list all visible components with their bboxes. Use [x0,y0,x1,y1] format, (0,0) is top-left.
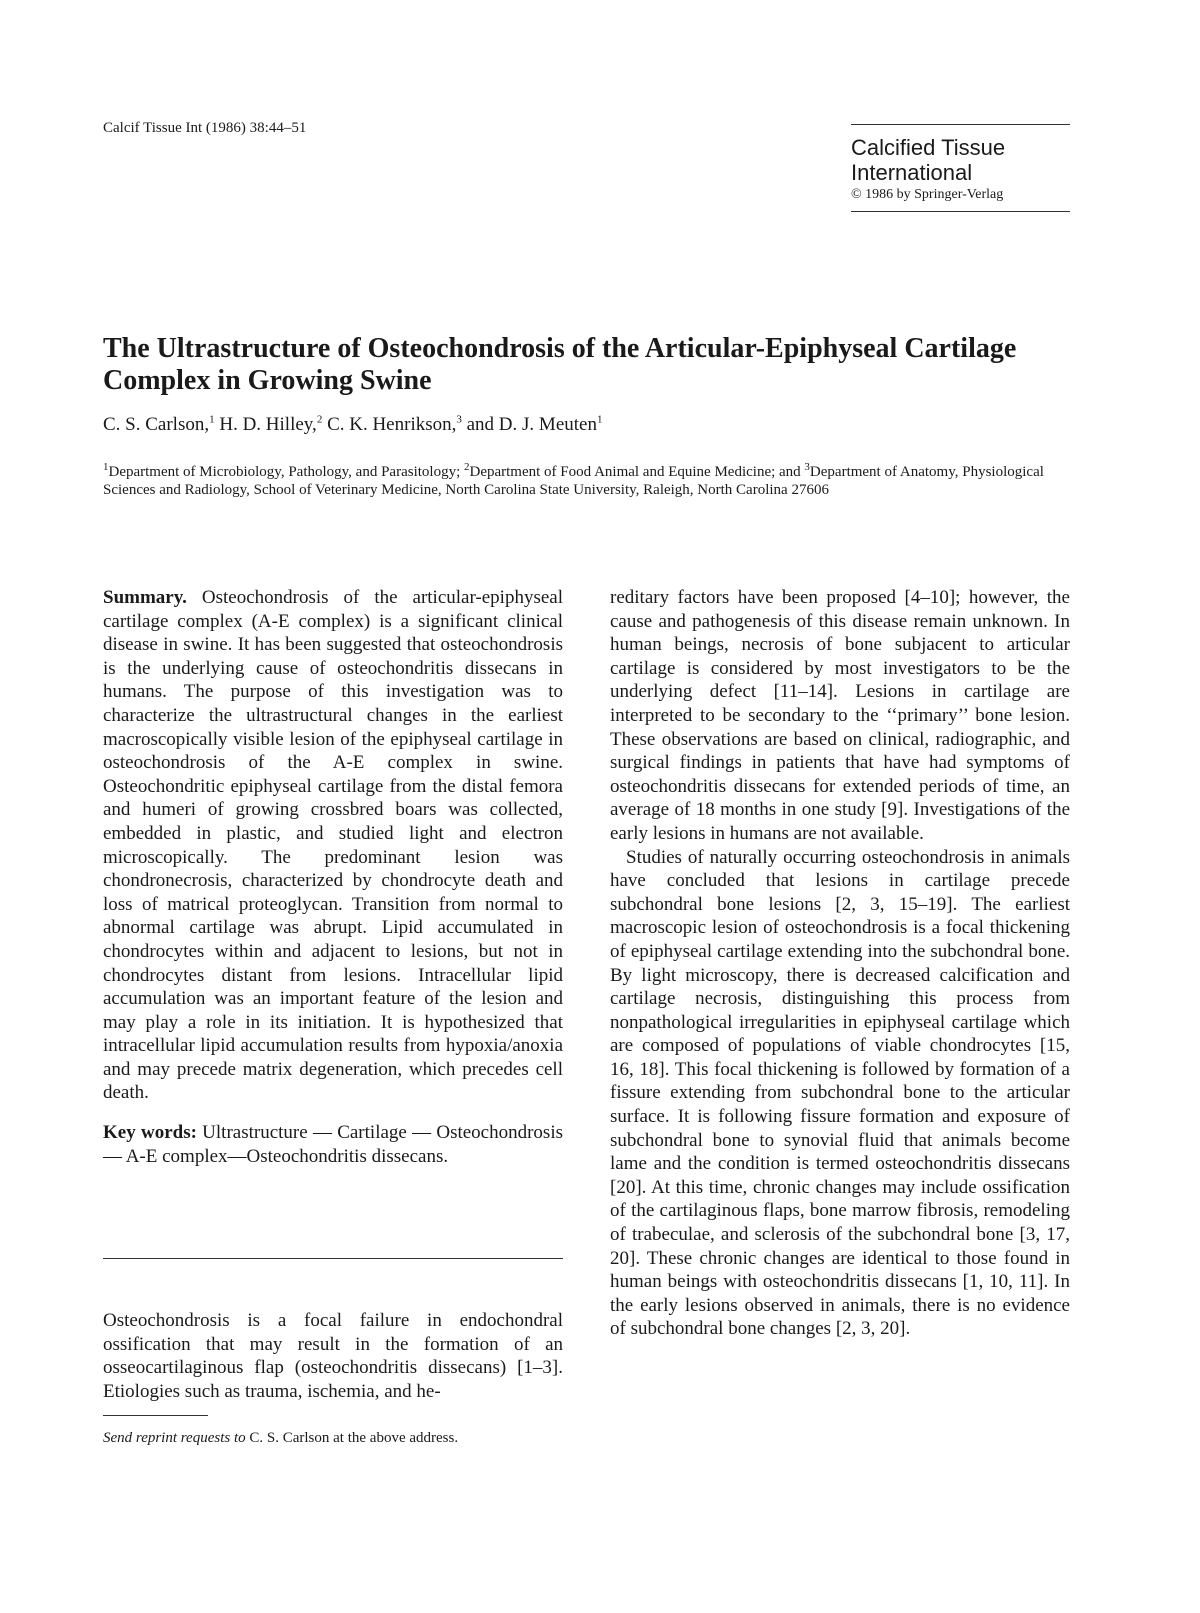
author-affiliation-mark: 1 [596,413,603,426]
journal-name: Calcified Tissue International [851,135,1006,185]
affiliation-text: Department of Microbiology, Pathology, and Parasitology; [108,464,464,480]
affiliation-text: Department of Anatomy, Physiological Sciences and Radiology, School of Veterinary Medicine, North Carolina State University, Raleigh, North Carolina 27606 [103,464,1044,498]
footnote-divider [103,1415,208,1416]
body-paragraph: Studies of naturally occurring osteochondrosis in animals have concluded that lesions in cartilage precede subchondral bone lesions [2, 3, 15–19]. The earliest macroscopic lesion of osteochondrosis is a focal thickening of epiphyseal cartilage extending into the subchondral bone. By light microscopy, there is decreased calcification and cartilage necrosis, distinguishing this process from nonpathological irregularities in epiphyseal cartilage which are composed of populations of viable chondrocytes [15, 16, 18]. This focal thickening is followed by formation of a fissure extending from subchondral bone to the articular surface. It is following fissure formation and exposure of subchondral bone to synovial fluid that animals become lame and the condition is termed osteochondritis dissecans [20]. At this time, chronic changes may include ossification of the cartilaginous flaps, bone marrow fibrosis, remodeling of trabeculae, and sclerosis of the subchondral bone [3, 17, 20]. These chronic changes are identical to those found in human beings with osteochondritis dissecans [1, 10, 11]. In the early lesions observed in animals, there is no evidence of subchondral bone changes [2, 3, 20]. [610,846,1070,1340]
journal-masthead [851,124,1070,212]
summary-paragraph [103,586,563,1105]
article-title: The Ultrastructure of Osteochondrosis of the Articular-Epiphyseal Cartilage Complex in Growing Swine [103,333,1017,396]
footnote-italic: Send reprint requests to [103,1430,246,1446]
author-name: C. K. Henrikson, [322,414,457,435]
author-name: C. S. Carlson, [103,414,210,435]
reprint-footnote [103,1430,458,1447]
author-affiliation-mark: 3 [456,413,462,426]
affiliation-mark: 1 [103,461,109,473]
affiliation-text: Department of Food Animal and Equine Medicine; and [469,464,805,480]
journal-citation: Calcif Tissue Int (1986) 38:44–51 [103,120,307,136]
keywords-text: Ultrastructure — Cartilage — Osteochondrosis — A-E complex—Osteochondritis dissecans. [103,1122,563,1167]
section-divider [103,1258,563,1259]
left-column [103,586,563,1168]
author-affiliation-mark: 1 [209,413,215,426]
affiliation-mark: 2 [464,461,470,473]
affiliations [103,463,1093,499]
keywords-paragraph [103,1121,563,1168]
summary-text: Osteochondrosis of the articular-epiphyseal cartilage complex (A-E complex) is a significant clinical disease in swine. It has been suggested that osteochondrosis is the underlying cause of osteochondritis dissecans in humans. The purpose of this investigation was to characterize the ultrastructural changes in the earliest macroscopically visible lesion of the epiphyseal cartilage in osteochondrosis of the A-E complex in swine. Osteochondritic epiphyseal cartilage from the distal femora and humeri of growing crossbred boars was collected, embedded in plastic, and studied light and electron microscopically. The predominant lesion was chondronecrosis, characterized by chondrocyte death and loss of matrical proteoglycan. Transition from normal to abnormal cartilage was abrupt. Lipid accumulated in chondrocytes within and adjacent to lesions, but not in chondrocytes distant from lesions. Intracellular lipid accumulation was an important feature of the lesion and may play a role in its initiation. It is hypothesized that intracellular lipid accumulation results from hypoxia/anoxia and may precede matrix degeneration, which precedes cell death. [103,587,563,1104]
author-affiliation-mark: 2 [316,413,323,426]
author-name: and D. J. Meuten [461,414,597,435]
affiliation-mark: 3 [804,461,810,473]
introduction-paragraph: Osteochondrosis is a focal failure in endochondral ossification that may result in the formation of an osseocartilaginous flap (osteochondritis dissecans) [1–3]. Etiologies such as trauma, ischemia, and he- [103,1310,563,1402]
author-list [103,414,602,436]
summary-label: Summary. [103,587,187,608]
right-column [610,586,1070,1341]
body-paragraph: reditary factors have been proposed [4–10]; however, the cause and pathogenesis of this disease remain unknown. In human beings, necrosis of bone subjacent to articular cartilage is considered by most investigators to be the underlying defect [11–14]. Lesions in cartilage are interpreted to be secondary to the ‘‘primary’’ bone lesion. These observations are based on clinical, radiographic, and surgical findings in patients that have had symptoms of osteochondritis dissecans for extended periods of time, an average of 18 months in one study [9]. Investigations of the early lesions in humans are not available. [610,587,1070,844]
footnote-text: C. S. Carlson at the above address. [245,1430,459,1446]
author-name: H. D. Hilley, [214,414,317,435]
keywords-label: Key words: [103,1122,197,1144]
copyright-notice: © 1986 by Springer-Verlag [851,187,1004,202]
